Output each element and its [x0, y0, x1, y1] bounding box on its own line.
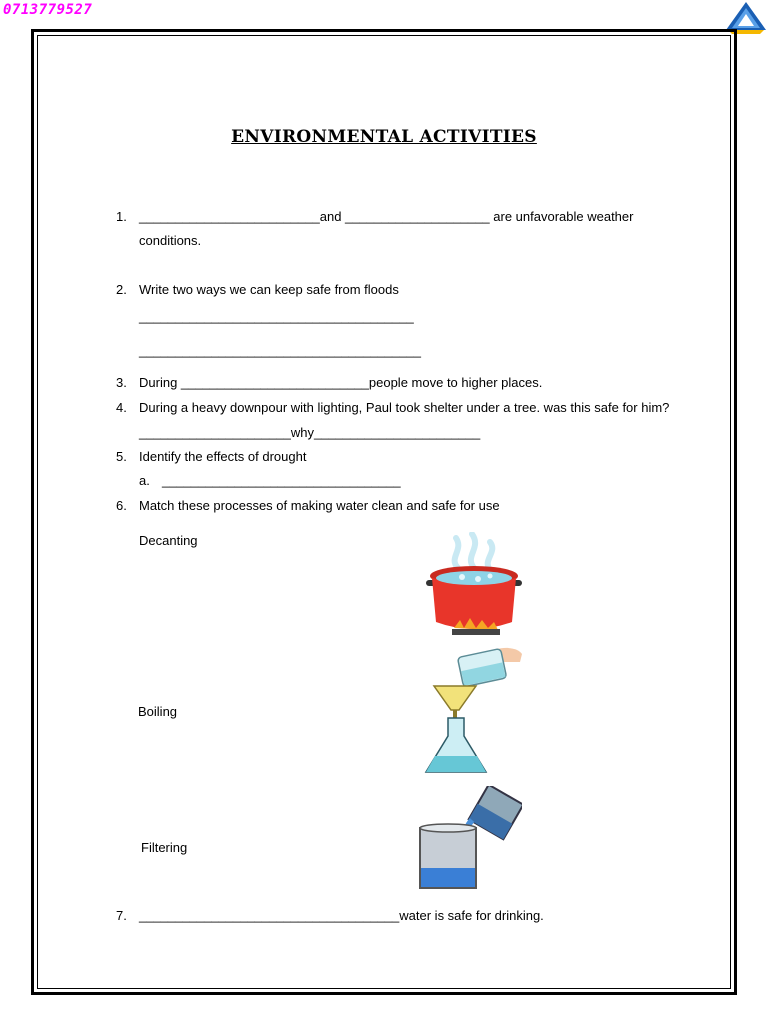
- q2-answer-line-1[interactable]: ______________________________________: [139, 309, 414, 324]
- q3-text: During __________________________people move to higher places.: [139, 375, 543, 390]
- q4-text: During a heavy downpour with lighting, Paul took shelter under a tree. was this safe for him?: [139, 400, 670, 415]
- option-filtering: Filtering: [141, 840, 188, 855]
- q5-number: 5.: [116, 449, 127, 464]
- q7-text: ____________________________________water is safe for drinking.: [139, 908, 544, 923]
- q7-number: 7.: [116, 908, 127, 923]
- q1-number: 1.: [116, 209, 127, 224]
- q2-text: Write two ways we can keep safe from floods: [139, 282, 399, 297]
- page-title: ENVIRONMENTAL ACTIVITIES: [231, 127, 537, 147]
- boiling-pot-icon: [418, 532, 530, 640]
- phone-number: 0713779527: [3, 2, 93, 18]
- option-boiling: Boiling: [138, 704, 178, 719]
- option-decanting: Decanting: [139, 533, 198, 548]
- q4-number: 4.: [116, 400, 127, 415]
- q1-text-cont: conditions.: [139, 233, 202, 248]
- decanting-icon: [414, 786, 522, 892]
- q3-number: 3.: [116, 375, 127, 390]
- q2-number: 2.: [116, 282, 127, 297]
- q2-answer-line-2[interactable]: _______________________________________: [139, 343, 421, 358]
- q5-text: Identify the effects of drought: [139, 449, 307, 464]
- q5-answer-line-a[interactable]: _________________________________: [162, 473, 401, 488]
- q6-text: Match these processes of making water clean and safe for use: [139, 498, 500, 513]
- q5-sub-a: a.: [139, 473, 150, 488]
- q4-answer-line[interactable]: _____________________why_______________________: [139, 425, 481, 440]
- filtering-funnel-icon: [424, 644, 524, 776]
- q1-text: _________________________and ____________________ are unfavorable weather: [139, 209, 634, 224]
- q6-number: 6.: [116, 498, 127, 513]
